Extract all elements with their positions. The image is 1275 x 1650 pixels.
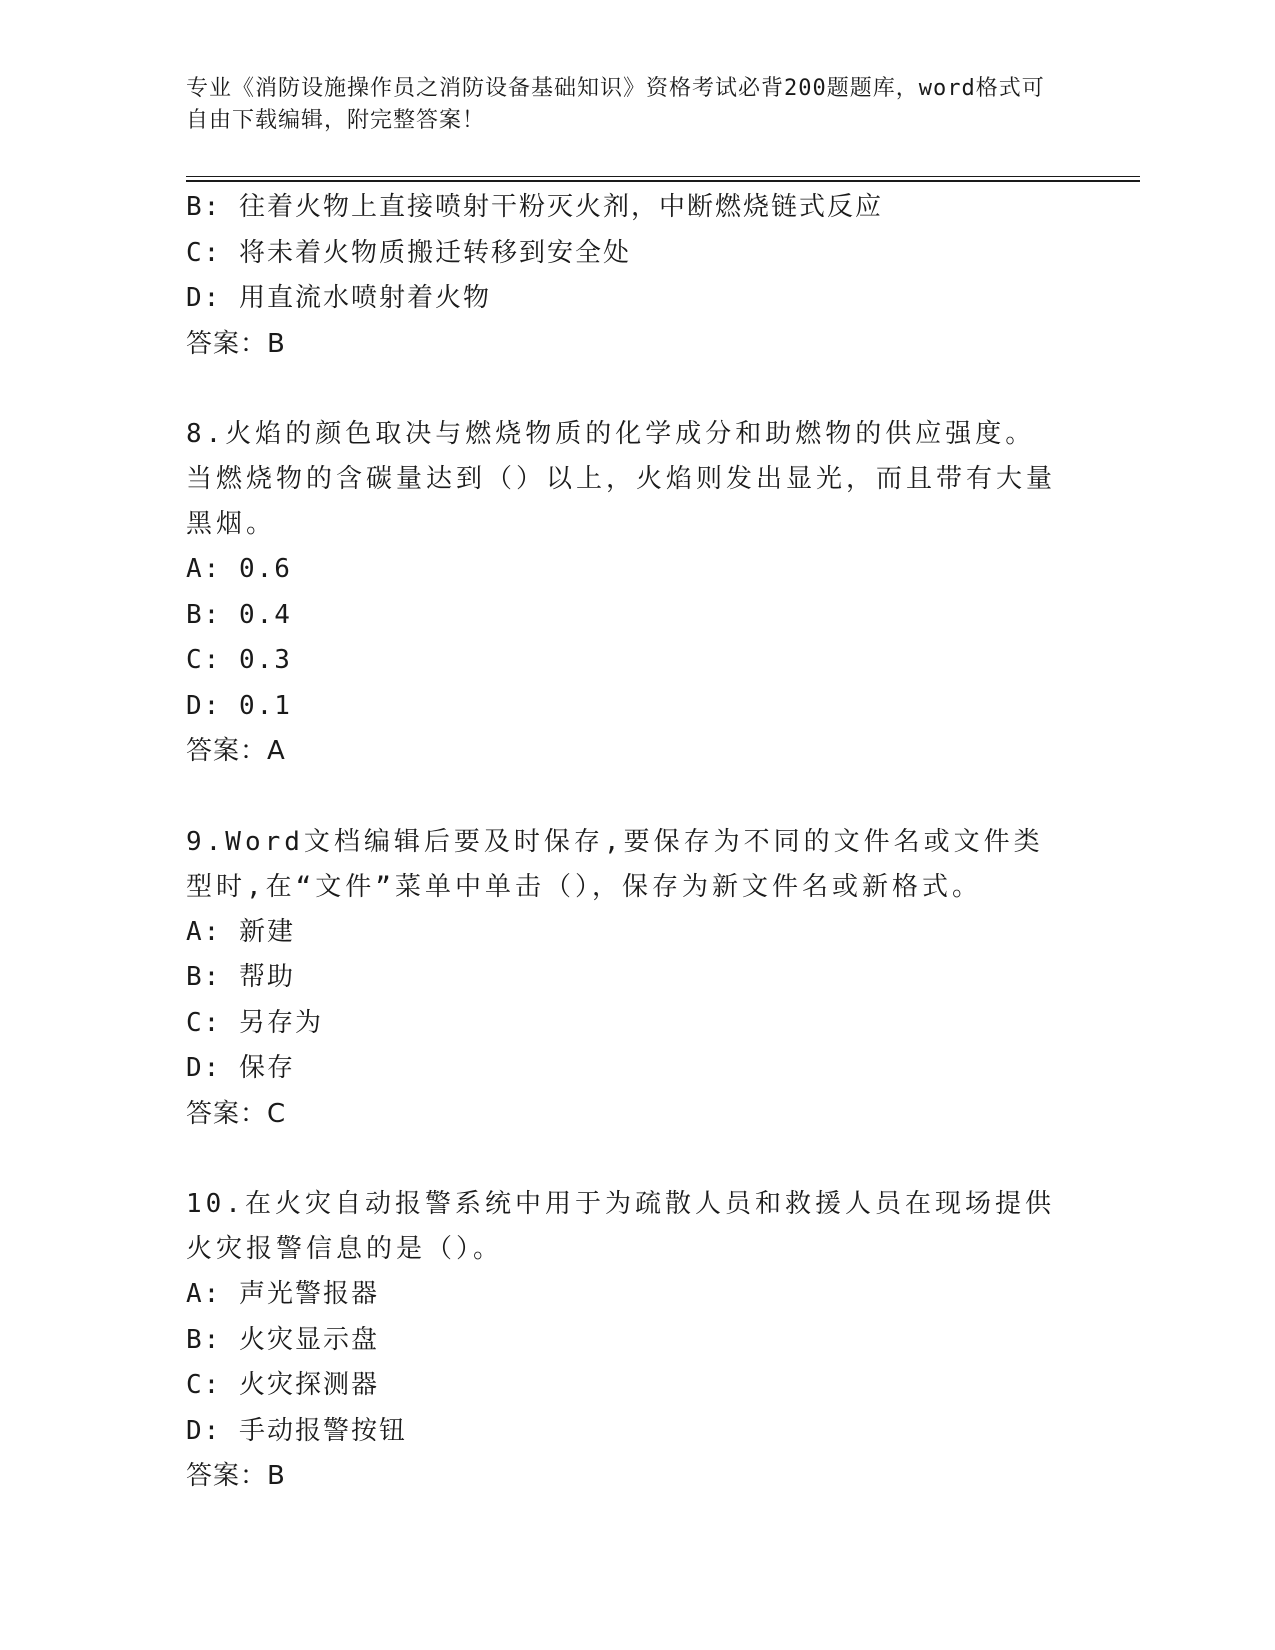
option-b: B: 往着火物上直接喷射干粉灭火剂，中断燃烧链式反应 (186, 192, 883, 222)
question-stem: 8.火焰的颜色取决与燃烧物质的化学成分和助燃物的供应强度。当燃烧物的含碳量达到（）以上，火焰则发出显光，而且带有大量黑烟。 (186, 419, 1057, 539)
header-rule-thick (186, 180, 1140, 182)
document-header: 专业《消防设施操作员之消防设备基础知识》资格考试必背200题题库，word格式可自由下载编辑，附完整答案！ (186, 76, 1045, 133)
option-d: D: 用直流水喷射着火物 (186, 283, 491, 313)
question-list (186, 185, 1086, 1500)
option-d: D: 0.1 (186, 690, 292, 721)
header-rule-thin (186, 176, 1140, 177)
question-9 (186, 820, 1086, 1138)
previous-question-tail (186, 185, 1086, 367)
answer-line: 答案：A (186, 736, 286, 766)
answer-line: 答案：B (186, 328, 286, 359)
option-a: A: 0.6 (186, 554, 292, 584)
option-d: D: 手动报警按钮 (186, 1415, 407, 1446)
option-c: C: 火灾探测器 (186, 1370, 379, 1400)
question-stem: 9.Word文档编辑后要及时保存,要保存为不同的文件名或文件类型时,在“文件”菜单中单击（），保存为新文件名或新格式。 (186, 826, 1044, 902)
option-b: B: 火灾显示盘 (186, 1324, 379, 1355)
option-b: B: 帮助 (186, 962, 295, 992)
option-b: B: 0.4 (186, 599, 292, 630)
question-stem: 10.在火灾自动报警系统中用于为疏散人员和救援人员在现场提供火灾报警信息的是（）。 (186, 1189, 1055, 1264)
option-a: A: 声光警报器 (186, 1279, 379, 1309)
option-d: D: 保存 (186, 1053, 295, 1083)
question-8 (186, 412, 1086, 775)
option-c: C: 将未着火物质搬迁转移到安全处 (186, 237, 631, 268)
answer-line: 答案：C (186, 1098, 287, 1129)
option-c: C: 0.3 (186, 645, 292, 675)
answer-line: 答案：B (186, 1461, 286, 1491)
option-c: C: 另存为 (186, 1007, 323, 1038)
option-a: A: 新建 (186, 916, 295, 947)
question-10 (186, 1182, 1086, 1500)
